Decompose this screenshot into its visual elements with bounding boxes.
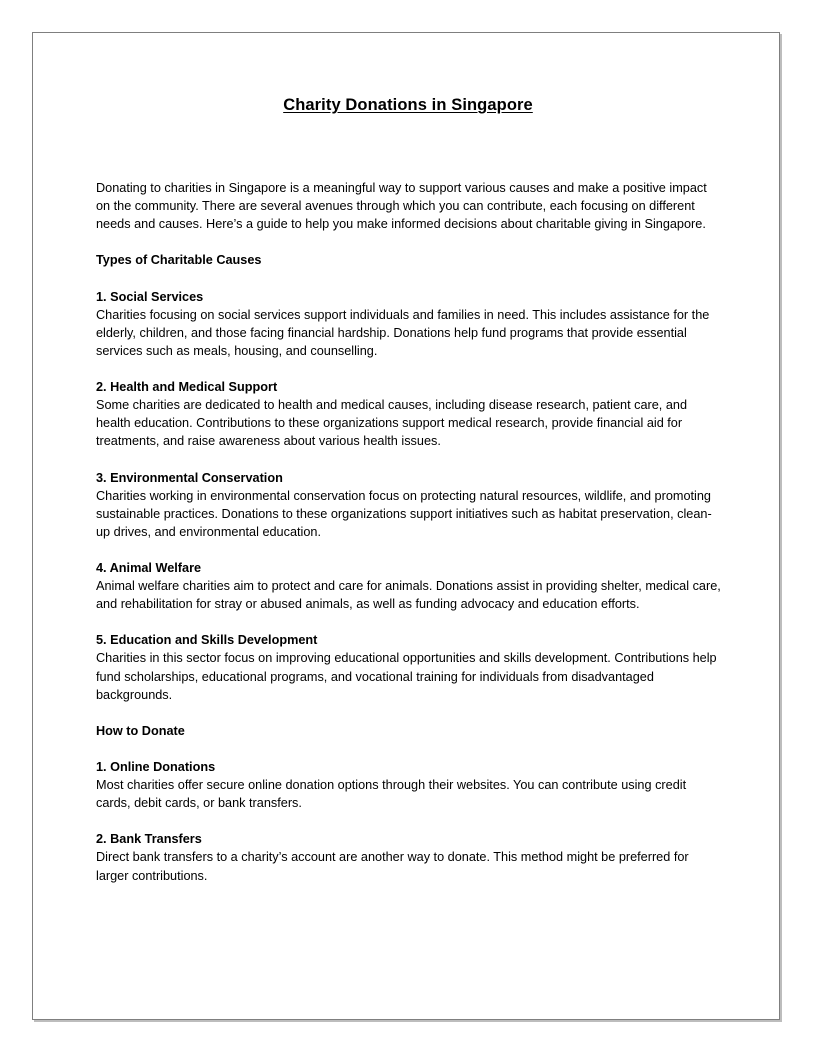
donate-heading: How to Donate [96,723,185,738]
cause-section-health [96,378,722,450]
method-text: Most charities offer secure online donation options through their websites. You can contribute using credit cards, debit cards, or bank transfers. [96,778,687,811]
cause-text: Some charities are dedicated to health and medical causes, including disease research, patient care, and health education. Contributions to these organizations support medical research, provide financial aid for treatments, and raise awareness about various health issues. [96,398,688,449]
document-title: Charity Donations in Singapore [283,96,533,114]
types-heading: Types of Charitable Causes [96,253,262,268]
cause-section-social-services [96,288,722,360]
method-heading: 1. Online Donations [96,760,216,774]
cause-heading: 4. Animal Welfare [96,560,202,575]
method-section-online [96,758,722,812]
intro-paragraph: Donating to charities in Singapore is a meaningful way to support various causes and make a positive impact on the community. There are several avenues through which you can contribute, each focusing on different needs and causes. Here’s a guide to help you make informed decisions about charitable giving in Singapore. [96,181,707,232]
cause-section-education [96,631,722,703]
document-body [96,179,722,903]
cause-section-environment [96,469,722,541]
method-heading: 2. Bank Transfers [96,832,202,847]
cause-text: Charities in this sector focus on improving educational opportunities and skills development. Contributions help fund scholarships, educational programs, and vocational training for individuals from disadvantaged backgrounds. [96,651,717,702]
method-section-bank-transfer [96,830,722,884]
cause-heading: 1. Social Services [96,289,204,304]
cause-heading: 3. Environmental Conservation [96,470,283,485]
cause-text: Animal welfare charities aim to protect and care for animals. Donations assist in providing shelter, medical care, and rehabilitation for stray or abused animals, as well as funding advocacy and education efforts. [96,579,721,612]
cause-heading: 2. Health and Medical Support [96,380,278,395]
method-text: Direct bank transfers to a charity’s account are another way to donate. This method might be preferred for larger contributions. [96,850,689,883]
cause-heading: 5. Education and Skills Development [96,633,318,648]
cause-text: Charities working in environmental conservation focus on protecting natural resources, wildlife, and promoting sustainable practices. Donations to these organizations support initiatives such as habitat preservation, clean-up drives, and environmental education. [96,488,712,539]
cause-section-animal-welfare [96,559,722,613]
cause-text: Charities focusing on social services support individuals and families in need. This includes assistance for the elderly, children, and those facing financial hardship. Donations help fund programs that provide essential services such as meals, housing, and counselling. [96,307,710,358]
